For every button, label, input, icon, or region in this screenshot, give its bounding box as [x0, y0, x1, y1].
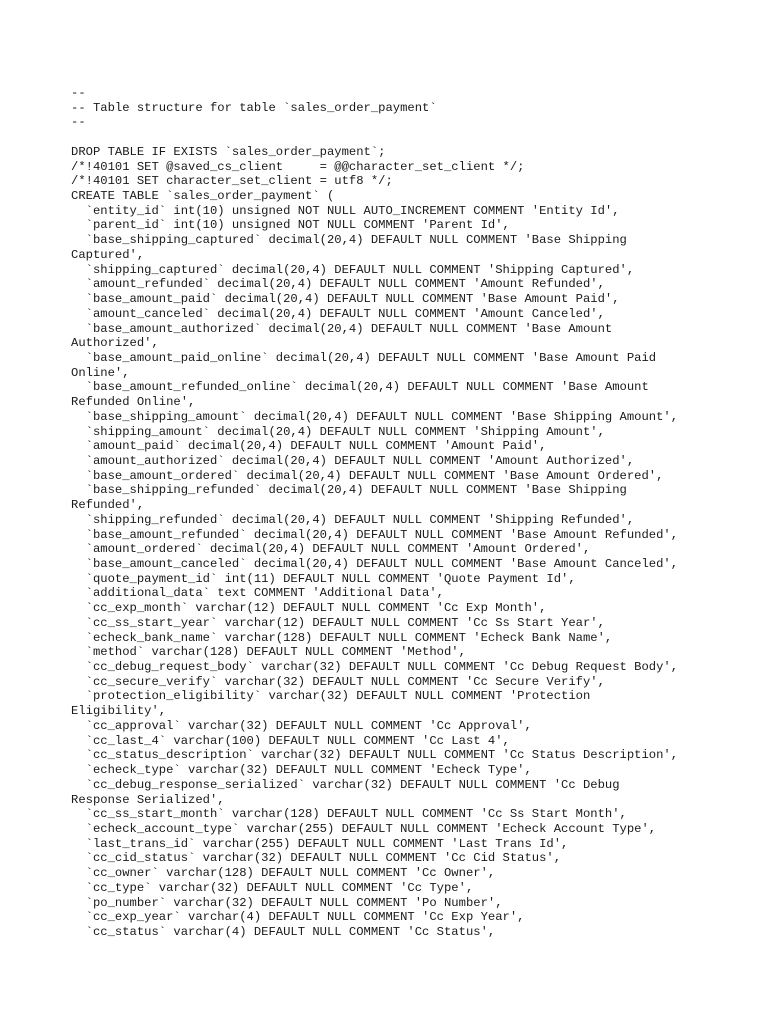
code-line: `amount_canceled` decimal(20,4) DEFAULT NULL COMMENT 'Amount Canceled',	[71, 306, 605, 321]
code-line: `cc_cid_status` varchar(32) DEFAULT NULL COMMENT 'Cc Cid Status',	[71, 851, 562, 866]
code-line: /*!40101 SET character_set_client = utf8 */;	[71, 174, 393, 189]
code-line	[71, 940, 751, 955]
code-line: `cc_debug_request_body` varchar(32) DEFAULT NULL COMMENT 'Cc Debug Request Body',	[71, 660, 679, 675]
code-line: Online',	[71, 365, 130, 380]
code-line: `parent_id` int(10) unsigned NOT NULL COMMENT 'Parent Id',	[71, 218, 510, 233]
code-line: `echeck_bank_name` varchar(128) DEFAULT NULL COMMENT 'Echeck Bank Name',	[71, 630, 613, 645]
code-line: -- Table structure for table `sales_order_payment`	[71, 100, 437, 115]
code-line: `cc_last_4` varchar(100) DEFAULT NULL COMMENT 'Cc Last 4',	[71, 733, 510, 748]
code-line: `shipping_amount` decimal(20,4) DEFAULT NULL COMMENT 'Shipping Amount',	[71, 424, 605, 439]
code-line: `cc_type` varchar(32) DEFAULT NULL COMMENT 'Cc Type',	[71, 880, 474, 895]
code-line: `quote_payment_id` int(11) DEFAULT NULL COMMENT 'Quote Payment Id',	[71, 571, 576, 586]
code-line: `amount_authorized` decimal(20,4) DEFAULT NULL COMMENT 'Amount Authorized',	[71, 453, 635, 468]
code-line: `shipping_refunded` decimal(20,4) DEFAULT NULL COMMENT 'Shipping Refunded',	[71, 512, 635, 527]
code-line: Refunded',	[71, 498, 145, 513]
code-line: `base_amount_ordered` decimal(20,4) DEFAULT NULL COMMENT 'Base Amount Ordered',	[71, 468, 664, 483]
code-line	[71, 130, 751, 145]
code-line: `base_shipping_captured` decimal(20,4) DEFAULT NULL COMMENT 'Base Shipping	[71, 233, 627, 248]
code-line: Response Serialized',	[71, 792, 225, 807]
code-line: `amount_refunded` decimal(20,4) DEFAULT NULL COMMENT 'Amount Refunded',	[71, 277, 605, 292]
code-line: `cc_exp_month` varchar(12) DEFAULT NULL COMMENT 'Cc Exp Month',	[71, 601, 547, 616]
code-line: `cc_ss_start_month` varchar(128) DEFAULT NULL COMMENT 'Cc Ss Start Month',	[71, 807, 627, 822]
code-line: `po_number` varchar(32) DEFAULT NULL COMMENT 'Po Number',	[71, 895, 503, 910]
code-line: `base_shipping_amount` decimal(20,4) DEFAULT NULL COMMENT 'Base Shipping Amount',	[71, 409, 679, 424]
code-line: `protection_eligibility` varchar(32) DEFAULT NULL COMMENT 'Protection	[71, 689, 591, 704]
code-line: `echeck_account_type` varchar(255) DEFAULT NULL COMMENT 'Echeck Account Type',	[71, 821, 657, 836]
code-line: `entity_id` int(10) unsigned NOT NULL AUTO_INCREMENT COMMENT 'Entity Id',	[71, 203, 620, 218]
code-line: `base_amount_authorized` decimal(20,4) DEFAULT NULL COMMENT 'Base Amount	[71, 321, 613, 336]
code-line: Eligibility',	[71, 704, 167, 719]
code-line: --	[71, 115, 86, 130]
code-line: `base_shipping_refunded` decimal(20,4) DEFAULT NULL COMMENT 'Base Shipping	[71, 483, 627, 498]
code-line: Refunded Online',	[71, 395, 196, 410]
code-line: `cc_exp_year` varchar(4) DEFAULT NULL COMMENT 'Cc Exp Year',	[71, 910, 525, 925]
code-line: `cc_secure_verify` varchar(32) DEFAULT NULL COMMENT 'Cc Secure Verify',	[71, 674, 605, 689]
code-line: `base_amount_paid` decimal(20,4) DEFAULT NULL COMMENT 'Base Amount Paid',	[71, 292, 620, 307]
code-line: `cc_status_description` varchar(32) DEFAULT NULL COMMENT 'Cc Status Description',	[71, 748, 679, 763]
code-line: `base_amount_paid_online` decimal(20,4) DEFAULT NULL COMMENT 'Base Amount Paid	[71, 350, 657, 365]
code-line: `cc_debug_response_serialized` varchar(32) DEFAULT NULL COMMENT 'Cc Debug	[71, 777, 620, 792]
code-line: `base_amount_canceled` decimal(20,4) DEFAULT NULL COMMENT 'Base Amount Canceled',	[71, 557, 679, 571]
code-line: Authorized',	[71, 336, 159, 351]
code-line: `additional_data` text COMMENT 'Additional Data',	[71, 586, 444, 601]
code-line: `cc_status` varchar(4) DEFAULT NULL COMMENT 'Cc Status',	[71, 924, 496, 939]
code-line: `shipping_captured` decimal(20,4) DEFAULT NULL COMMENT 'Shipping Captured',	[71, 262, 635, 277]
code-line: `echeck_type` varchar(32) DEFAULT NULL COMMENT 'Echeck Type',	[71, 763, 532, 778]
code-line: `cc_approval` varchar(32) DEFAULT NULL COMMENT 'Cc Approval',	[71, 718, 532, 733]
code-line: CREATE TABLE `sales_order_payment` (	[71, 189, 335, 204]
code-line: /*!40101 SET @saved_cs_client = @@character_set_client */;	[71, 159, 525, 174]
code-line: DROP TABLE IF EXISTS `sales_order_payment`;	[71, 144, 386, 159]
code-line: `base_amount_refunded` decimal(20,4) DEFAULT NULL COMMENT 'Base Amount Refunded',	[71, 527, 679, 542]
code-line: `last_trans_id` varchar(255) DEFAULT NULL COMMENT 'Last Trans Id',	[71, 836, 569, 851]
code-line: `amount_paid` decimal(20,4) DEFAULT NULL COMMENT 'Amount Paid',	[71, 439, 547, 454]
code-line: `amount_ordered` decimal(20,4) DEFAULT NULL COMMENT 'Amount Ordered',	[71, 542, 591, 557]
code-line: `cc_owner` varchar(128) DEFAULT NULL COMMENT 'Cc Owner',	[71, 866, 496, 881]
code-line: `cc_ss_start_year` varchar(12) DEFAULT NULL COMMENT 'Cc Ss Start Year',	[71, 615, 605, 630]
code-line: `base_amount_refunded_online` decimal(20,4) DEFAULT NULL COMMENT 'Base Amount	[71, 380, 649, 395]
code-line: --	[71, 86, 86, 100]
sql-dump-document	[71, 86, 751, 954]
code-line: `method` varchar(128) DEFAULT NULL COMMENT 'Method',	[71, 645, 466, 660]
code-line: Captured',	[71, 247, 145, 262]
